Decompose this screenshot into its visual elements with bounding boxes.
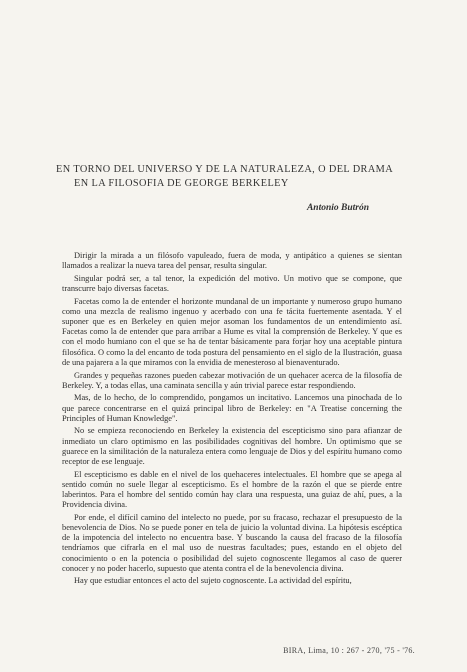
- article-body: [62, 251, 402, 587]
- title-line-2: EN LA FILOSOFIA DE GEORGE BERKELEY: [74, 178, 289, 189]
- paragraph: Singular podrá ser, a tal tenor, la expedición del motivo. Un motivo que se compone, que transcurre bajo diversas facetas.: [62, 273, 402, 294]
- paragraph: Mas, de lo hecho, de lo comprendido, pongamos un incitativo. Lancemos una pinochada de lo que parece concentrarse en el quizá principal libro de Berkeley: en "A Treatise concerning the Principles of Human Knowledge".: [62, 393, 402, 423]
- paragraph: Grandes y pequeñas razones pueden cabezar motivación de un quehacer acerca de la filosofía de Berkeley. Y, a todas ellas, una caminata sencilla y aún trivial parece estar respondiendo.: [62, 370, 402, 390]
- paragraph: El escepticismo es dable en el nivel de los quehaceres intelectuales. El hombre que se apega al sentido común no suele llegar al escepticismo. Es el hombre de la razón el que se pierde entre laberintos. Para el hombre del sentido común hay clara una respuesta, una guiaz de ahí, pues, a la Providencia divina.: [62, 469, 402, 510]
- paragraph: Facetas como la de entender el horizonte mundanal de un importante y numeroso grupo humano como una mezcla de realismo ingenuo y acerbado con una fe tácita fuertemente asentada. Y el suponer que es en Berkeley en quien mejor asoman los fundamentos de un entendimiento así. Facetas como la de entender que para arribar a Hume es vital la comprensión de Berkeley. Y que es con el modo humiano con el que se ha de tentar básicamente para forjar hoy una aceptable pintura filosófica. O como la del encanto de toda postura del pensamiento en el siglo de la Ilustración, guasa de una pajarera a la que miramos con la envidia de menesteroso al bienaventurado.: [62, 296, 402, 367]
- paragraph: Dirigir la mirada a un filósofo vapuleado, fuera de moda, y antipático a quienes se sientan llamados a realizar la nueva tarea del pensar, resulta singular.: [62, 251, 402, 271]
- citation-footer: BIRA, Lima, 10 : 267 - 270, '75 - '76.: [283, 646, 415, 655]
- article-title: [56, 163, 401, 191]
- title-line-1: EN TORNO DEL UNIVERSO Y DE LA NATURALEZA, O DEL DRAMA: [56, 164, 394, 175]
- paragraph: Por ende, el difícil camino del intelecto no puede, por su fracaso, rechazar el presupuesto de la benevolencia de Dios. No se puede poner en tela de juicio la voluntad divina. La hipótesis escéptica de la impotencia del intelecto no encuentra base. Y buscando la causa del fracaso de la filosofía tendríamos que cifrarla en el mal uso de nuestras facultades; pues, estando en el objeto del conocimiento o en la potencia o posibilidad del sujeto cognoscente llegamos al caso de querer conocer y no poder hacerlo, supuesto que atenta contra el de la benevolencia divina.: [62, 512, 402, 573]
- author-name: Antonio Butrón: [306, 203, 369, 213]
- paragraph: No se empieza reconociendo en Berkeley la existencia del escepticismo sino para afianzar de inmediato un claro optimismo en las posibilidades cognitivas del hombre. Un optimismo que se guarece en la similitación de la naturaleza entera como lenguaje de Dios y del espíritu humano como receptor de ese lenguaje.: [62, 426, 402, 466]
- paragraph: Hay que estudiar entonces el acto del sujeto cognoscente. La actividad del espíritu,: [74, 576, 352, 586]
